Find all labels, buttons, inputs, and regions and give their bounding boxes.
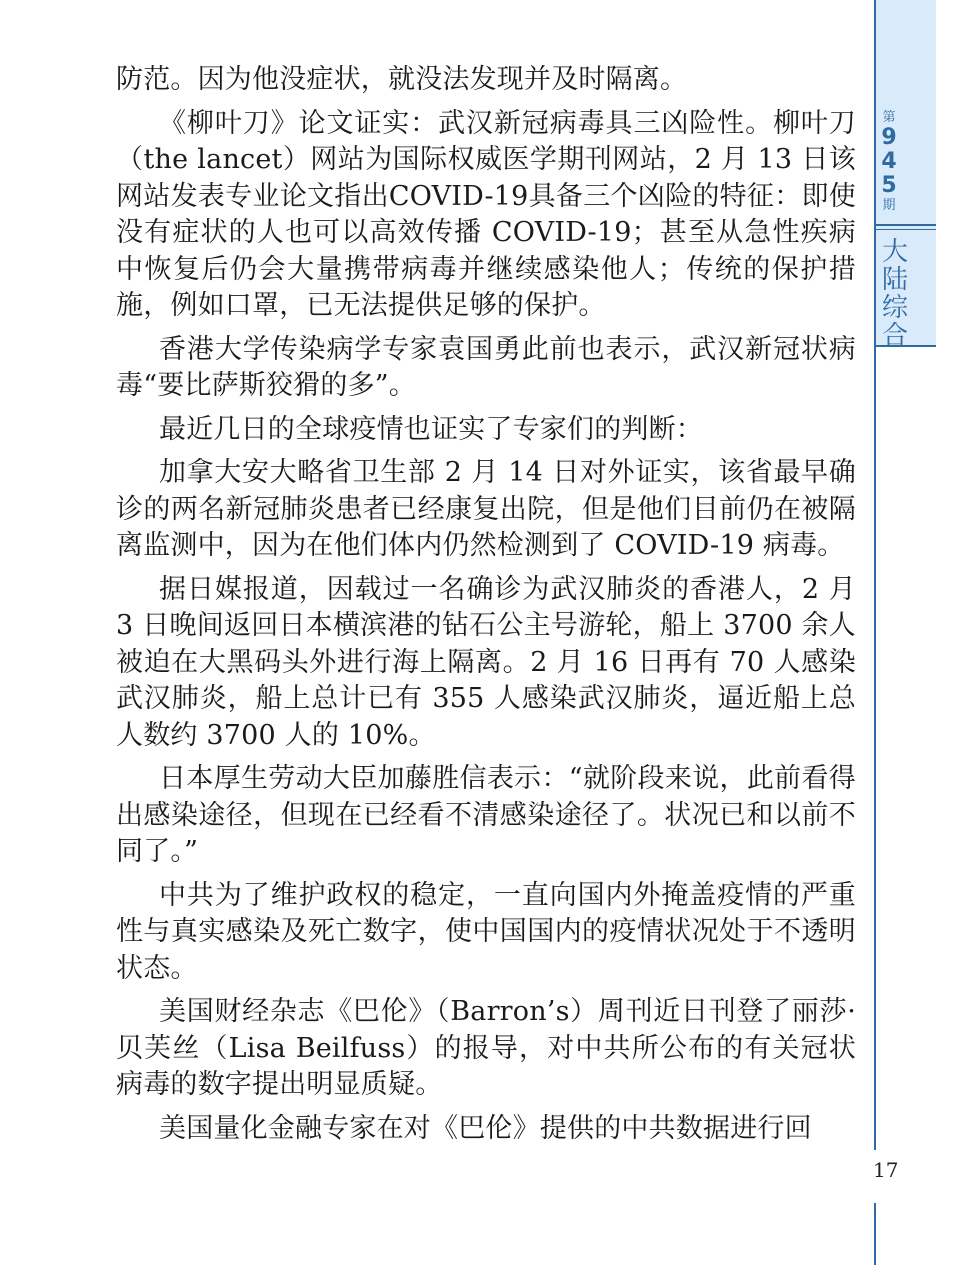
paragraph: 美国量化金融专家在对《巴伦》提供的中共数据进行回 [159, 1112, 812, 1144]
issue-digit: 9 [881, 125, 897, 150]
paragraph: 美国财经杂志《巴伦》（Barron’s）周刊近日刊登了丽莎·贝芙丝（Lisa Beilfuss）的报导，对中共所公布的有关冠状病毒的数字提出明显质疑。 [116, 996, 856, 1100]
sidebar-divider [874, 0, 876, 1150]
section-char: 大 [881, 237, 908, 267]
issue-digit: 5 [881, 173, 897, 198]
page-number: 17 [873, 1158, 899, 1182]
paragraph: 据日媒报道，因载过一名确诊为武汉肺炎的香港人，2 月 3 日晚间返回日本横滨港的钻石公主号游轮，船上 3700 余人被迫在大黑码头外进行海上隔离。2 月 16 日再有 70 人感染武汉肺炎，船上总计已有 355 人感染武汉肺炎，逼近船上总人数约 3700 人的 10%。 [116, 573, 856, 751]
issue-number [878, 110, 900, 214]
article-body [116, 62, 856, 1154]
section-title [878, 238, 912, 350]
paragraph: 香港大学传染病学专家袁国勇此前也表示，武汉新冠状病毒“要比萨斯狡猾的多”。 [116, 333, 856, 401]
section-char: 综 [881, 293, 908, 323]
sidebar-rule [876, 224, 936, 226]
paragraph: 日本厚生劳动大臣加藤胜信表示：“就阶段来说，此前看得出感染途径，但现在已经看不清感染途径了。状况已和以前不同了。” [116, 763, 856, 867]
paragraph: 《柳叶刀》论文证实：武汉新冠病毒具三凶险性。柳叶刀（the lancet）网站为国际权威医学期刊网站，2 月 13 日该网站发表专业论文指出COVID-19具备三个凶险的特征：即使没有症状的人也可以高效传播 COVID-19；甚至从急性疾病中恢复后仍会大量携带病毒并继续感染他人；传统的保护措施，例如口罩，已无法提供足够的保护。 [116, 107, 856, 321]
issue-digit: 4 [881, 149, 897, 174]
sidebar-divider [874, 1203, 876, 1265]
paragraph: 加拿大安大略省卫生部 2 月 14 日对外证实，该省最早确诊的两名新冠肺炎患者已经康复出院，但是他们目前仍在被隔离监测中，因为在他们体内仍然检测到了 COVID-19 病毒。 [116, 457, 856, 561]
paragraph: 防范。因为他没症状，就没法发现并及时隔离。 [116, 64, 688, 95]
issue-prefix: 第 [882, 110, 896, 125]
sidebar-rule [876, 229, 936, 230]
section-char: 合 [881, 321, 908, 351]
paragraph: 最近几日的全球疫情也证实了专家们的判断： [159, 413, 703, 445]
section-char: 陆 [881, 265, 908, 295]
paragraph: 中共为了维护政权的稳定，一直向国内外掩盖疫情的严重性与真实感染及死亡数字，使中国国内的疫情状况处于不透明状态。 [116, 879, 856, 984]
issue-suffix: 期 [882, 198, 896, 213]
